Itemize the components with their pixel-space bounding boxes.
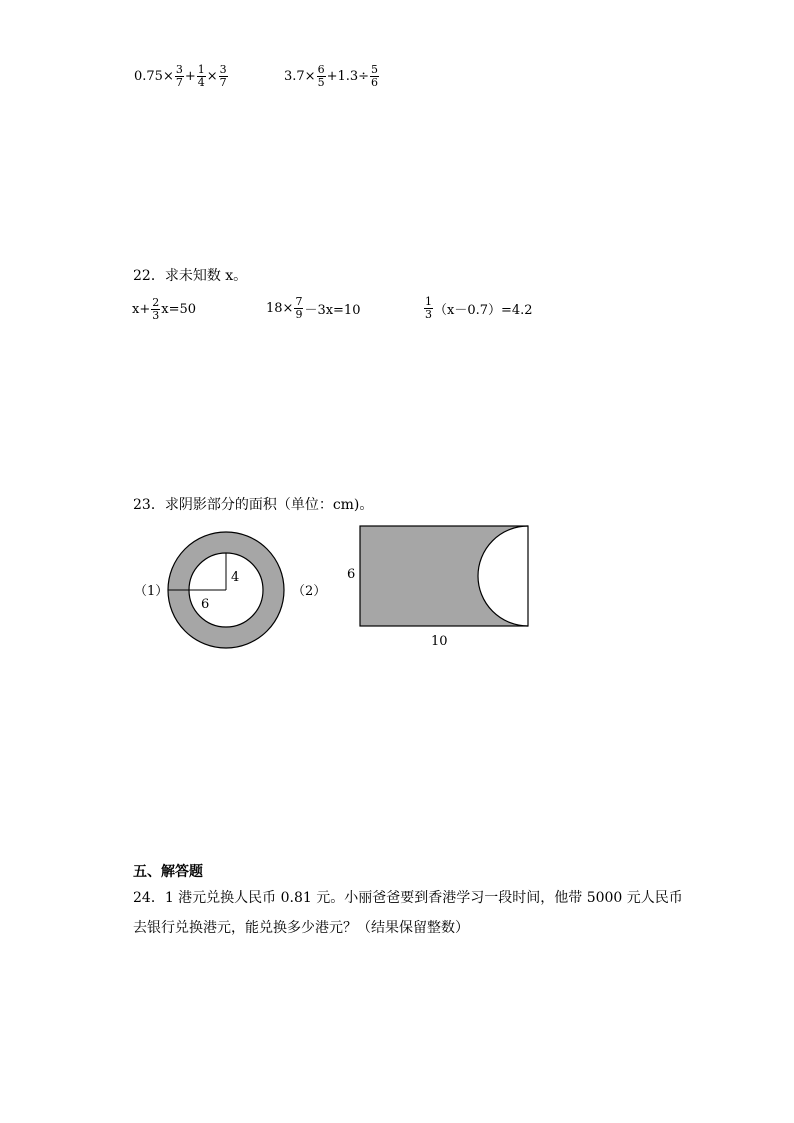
q24-line-1: 24．1 港元兑换人民币 0.81 元。小丽爸爸要到香港学习一段时间，他带 5000 元人民币 [133,890,683,906]
eq-text: 18× [266,301,294,316]
fraction: $\frac{6}{5}$ [317,63,325,89]
height-label: 6 [347,567,356,582]
annulus-figure [134,532,284,648]
fraction: $\frac{3}{7}$ [219,63,227,89]
figure-1-label: （1） [134,584,169,599]
expr-text: 3.7× [284,69,316,84]
width-label: 10 [431,634,448,649]
fraction: $\frac{3}{7}$ [175,63,183,89]
section-heading: 五、解答题 [133,864,203,880]
expr-text: × [206,69,218,84]
fraction: $\frac{2}{3}$ [152,296,160,322]
expr-text: + [184,69,196,84]
q22-title: 22．求未知数 x。 [133,268,248,284]
inner-radius-label: 4 [231,570,240,585]
q22-equation-2 [266,296,360,321]
q21-expression-1 [134,64,229,89]
rectangle-figure [292,526,528,649]
eq-text: （x－0.7）=4.2 [434,303,533,318]
eq-text: x=50 [161,302,197,317]
q23-figures [120,515,560,655]
q21-expression-2 [284,64,380,89]
fraction: $\frac{5}{6}$ [371,63,379,89]
q22-equation-3 [423,296,533,321]
figure-2-label: （2） [292,584,327,599]
fraction: $\frac{1}{4}$ [197,63,205,89]
fraction: $\frac{1}{3}$ [425,295,432,321]
eq-text: x+ [132,302,151,317]
eq-text: －3x=10 [304,303,361,318]
q22-equation-1 [132,297,196,322]
outer-radius-label: 6 [201,597,210,612]
fraction: $\frac{7}{9}$ [295,295,303,321]
shaded-region [360,526,528,626]
q23-title: 23．求阴影部分的面积（单位：cm)。 [133,497,374,513]
expr-text: +1.3÷ [326,69,370,84]
expr-text: 0.75× [134,69,174,84]
q24-line-2: 去银行兑换港元，能兑换多少港元？（结果保留整数） [133,920,469,936]
